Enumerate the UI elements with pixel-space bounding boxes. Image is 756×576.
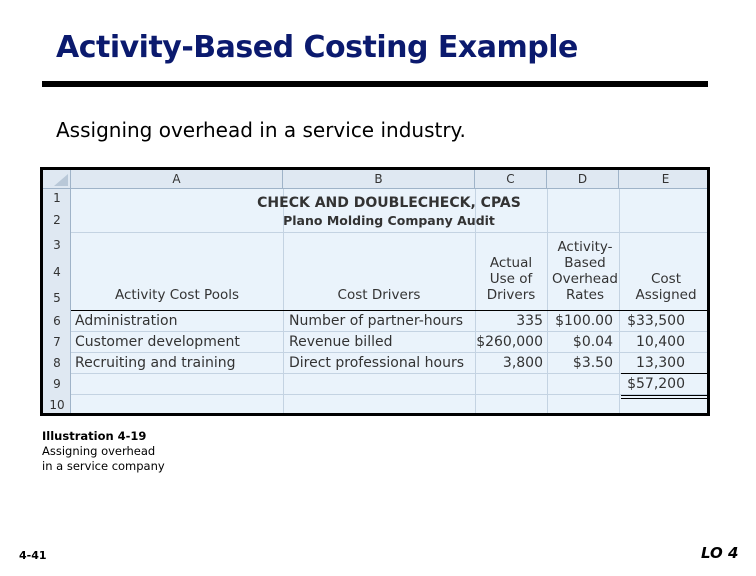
cell-total-cost-assigned: $57,200 bbox=[627, 376, 685, 392]
cell-assigned-recruiting-training: 13,300 bbox=[636, 355, 685, 371]
caption-label: Illustration 4-19 bbox=[42, 429, 147, 443]
column-header-a[interactable]: A bbox=[71, 170, 283, 189]
cell-driver-administration: Number of partner-hours bbox=[289, 313, 464, 329]
grid-line bbox=[71, 373, 710, 374]
row-header-10[interactable]: 10 bbox=[49, 398, 65, 412]
header-rates-line4: Rates bbox=[566, 287, 604, 303]
cell-assigned-administration: $33,500 bbox=[627, 313, 685, 329]
row-header-1[interactable]: 1 bbox=[53, 191, 61, 205]
title-divider bbox=[42, 81, 708, 87]
header-rates-line1: Activity- bbox=[557, 239, 613, 255]
total-rule-bottom-1 bbox=[621, 395, 709, 396]
grid-line bbox=[71, 232, 710, 233]
total-rule-top bbox=[621, 373, 709, 374]
header-actual-line1: Actual bbox=[489, 255, 533, 271]
cell-actual-customer-development: $260,000 bbox=[476, 334, 543, 350]
cell-pool-recruiting-training: Recruiting and training bbox=[75, 355, 236, 371]
header-assigned-line2: Assigned bbox=[635, 287, 697, 303]
header-activity-cost-pools: Activity Cost Pools bbox=[114, 287, 240, 303]
caption-line-1: Assigning overhead bbox=[42, 444, 156, 458]
row-header-3[interactable]: 3 bbox=[53, 238, 61, 252]
row-header-2[interactable]: 2 bbox=[53, 213, 61, 227]
cell-pool-customer-development: Customer development bbox=[75, 334, 240, 350]
cell-actual-recruiting-training: 3,800 bbox=[502, 355, 543, 371]
engagement-name: Plano Molding Company Audit bbox=[283, 213, 495, 228]
page-number: 4-41 bbox=[19, 549, 47, 562]
header-underline bbox=[71, 310, 710, 311]
cell-actual-administration: 335 bbox=[516, 313, 543, 329]
row-header-9[interactable]: 9 bbox=[53, 377, 61, 391]
total-rule-bottom-2 bbox=[621, 398, 709, 399]
row-header-7[interactable]: 7 bbox=[53, 335, 61, 349]
slide-subtitle: Assigning overhead in a service industry. bbox=[56, 118, 466, 142]
spreadsheet bbox=[40, 167, 710, 416]
cell-driver-recruiting-training: Direct professional hours bbox=[289, 355, 465, 371]
learning-objective: LO 4 bbox=[701, 544, 739, 562]
cell-rate-administration: $100.00 bbox=[555, 313, 613, 329]
caption-line-2: in a service company bbox=[42, 459, 165, 473]
header-assigned-line1: Cost bbox=[650, 271, 681, 287]
cell-rate-recruiting-training: $3.50 bbox=[572, 355, 613, 371]
header-cost-drivers: Cost Drivers bbox=[337, 287, 421, 303]
column-header-e[interactable]: E bbox=[619, 170, 710, 189]
grid-line bbox=[71, 331, 710, 332]
row-header-4[interactable]: 4 bbox=[53, 265, 61, 279]
row-header-5[interactable]: 5 bbox=[53, 291, 61, 305]
slide-title: Activity-Based Costing Example bbox=[56, 30, 578, 65]
cell-pool-administration: Administration bbox=[75, 313, 178, 329]
header-rates-line2: Based bbox=[564, 255, 606, 271]
header-actual-line2: Use of bbox=[489, 271, 533, 287]
column-header-c[interactable]: C bbox=[475, 170, 547, 189]
illustration-caption bbox=[42, 429, 165, 474]
cell-driver-customer-development: Revenue billed bbox=[289, 334, 393, 350]
grid-line bbox=[71, 394, 710, 395]
row-header-8[interactable]: 8 bbox=[53, 356, 61, 370]
row-header-6[interactable]: 6 bbox=[53, 314, 61, 328]
cell-rate-customer-development: $0.04 bbox=[572, 334, 613, 350]
header-actual-line3: Drivers bbox=[486, 287, 536, 303]
select-all-corner[interactable] bbox=[43, 170, 71, 189]
header-rates-line3: Overhead bbox=[552, 271, 618, 287]
company-name: CHECK AND DOUBLECHECK, CPAS bbox=[257, 195, 521, 211]
column-header-b[interactable]: B bbox=[283, 170, 475, 189]
grid-line bbox=[71, 352, 710, 353]
cell-assigned-customer-development: 10,400 bbox=[636, 334, 685, 350]
column-header-d[interactable]: D bbox=[547, 170, 619, 189]
